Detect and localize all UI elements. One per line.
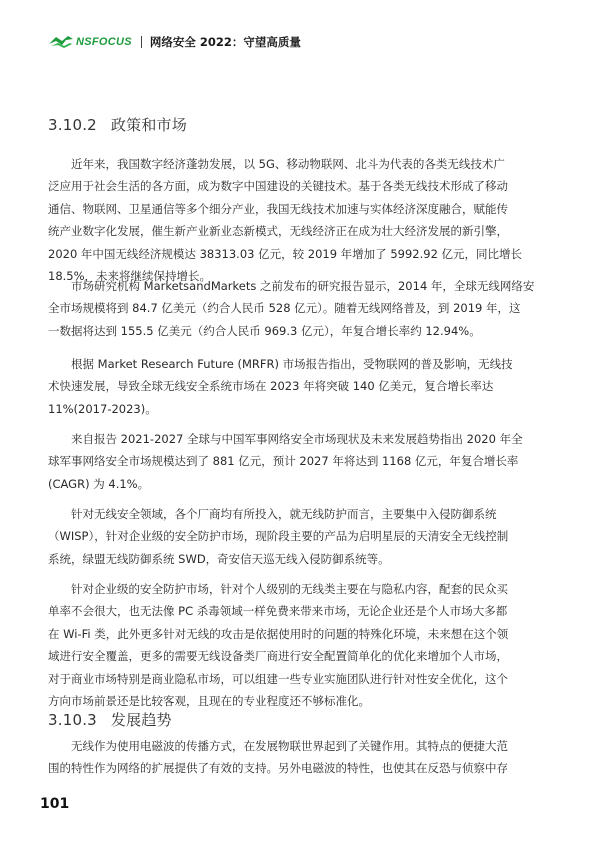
paragraph <box>48 353 558 420</box>
section-number: 3.10.2 <box>48 116 97 134</box>
text-line: 无线作为使用电磁波的传播方式，在发展物联世界起到了关键作用。其特点的便捷大范 <box>71 739 508 753</box>
paragraph <box>48 153 558 287</box>
text-line: 对于商业市场特别是商业隐私市场，可以组建一些专业实施团队进行针对性安全优化，这个 <box>48 671 508 686</box>
text-line: 通信、物联网、卫星通信等多个细分产业，我国无线技术加速与实体经济深度融合，赋能传 <box>48 201 508 216</box>
page-number: 101 <box>40 796 70 812</box>
section-title: 政策和市场 <box>110 116 187 134</box>
paragraph <box>48 275 558 342</box>
text-line: 在 Wi-Fi 类，此外更多针对无线的攻击是依据使用时的问题的特殊化环境，未来想在这个领 <box>48 626 509 641</box>
section-number: 3.10.3 <box>48 711 97 729</box>
text-line: 市场研究机构 MarketsandMarkets 之前发布的研究报告显示，2014 年，全球无线网络安 <box>71 279 535 293</box>
section-title: 发展趋势 <box>110 711 172 729</box>
logo-text: NSFOCUS <box>76 36 132 48</box>
text-line: 一数据将达到 155.5 亿美元（约合人民币 969.3 亿元），年复合增长率约 12.94%。 <box>48 323 481 338</box>
text-line: 近年来，我国数字经济蓬勃发展，以 5G、移动物联网、北斗为代表的各类无线技术广 <box>71 157 505 171</box>
nsfocus-logo-icon <box>48 35 74 49</box>
text-line: 18.5%，未来将继续保持增长。 <box>48 269 212 284</box>
text-line: 2020 年中国无线经济规模达 38313.03 亿元，较 2019 年增加了 5992.92 亿元，同比增长 <box>48 246 523 261</box>
text-line: 系统，绿盟无线防御系统 SWD，奇安信天巡无线入侵防御系统等。 <box>48 551 390 566</box>
header-divider <box>141 36 142 48</box>
text-line: 统产业数字化发展，催生新产业新业态新模式，无线经济正在成为壮大经济发展的新引擎， <box>48 224 508 239</box>
text-line: 术快速发展，导致全球无线安全系统市场在 2023 年将突破 140 亿美元，复合增长率达 <box>48 379 494 394</box>
paragraph <box>48 578 558 712</box>
text-line: 球军事网络安全市场规模达到了 881 亿元，预计 2027 年将达到 1168 亿元，年复合增长率 <box>48 454 519 469</box>
text-line: 围的特性作为网络的扩展提供了有效的支持。另外电磁波的特性，也使其在反恐与侦察中存 <box>48 761 508 776</box>
nsfocus-logo <box>48 35 132 49</box>
paragraph <box>48 503 558 570</box>
text-line: 方向市场前景还是比较客观，且现在的专业程度还不够标准化。 <box>48 694 370 709</box>
text-line: 针对企业级的安全防护市场，针对个人级别的无线类主要在与隐私内容，配套的民众买 <box>71 582 508 596</box>
text-line: 根据 Market Research Future (MRFR) 市场报告指出，受物联网的普及影响，无线技 <box>71 357 513 371</box>
section-heading-policy <box>48 115 187 135</box>
paragraph <box>48 428 558 495</box>
text-line: 域进行安全覆盖，更多的需要无线设备类厂商进行安全配置简单化的优化来增加个人市场， <box>48 649 508 664</box>
text-line: 11%(2017-2023)。 <box>48 401 157 416</box>
text-line: 全市场规模将到 84.7 亿美元（约合人民币 528 亿元）。随着无线网络普及，到 2019 年，这 <box>48 301 521 316</box>
text-line: 泛应用于社会生活的各方面，成为数字中国建设的关键技术。基于各类无线技术形成了移动 <box>48 179 508 194</box>
page-header <box>48 33 301 51</box>
text-line: (CAGR) 为 4.1%。 <box>48 476 150 491</box>
paragraph <box>48 735 558 780</box>
section-heading-trend <box>48 710 172 730</box>
text-line: 单率不会很大，也无法像 PC 杀毒领域一样免费来带来市场，无论企业还是个人市场大多都 <box>48 604 508 619</box>
text-line: （WISP），针对企业级的安全防护市场，现阶段主要的产品为启明星辰的天清安全无线控制 <box>48 529 509 544</box>
text-line: 来自报告 2021-2027 全球与中国军事网络安全市场现状及未来发展趋势指出 2020 年全 <box>71 432 523 446</box>
text-line: 针对无线安全领域，各个厂商均有所投入，就无线防护而言，主要集中入侵防御系统 <box>71 507 497 521</box>
header-title: 网络安全 2022：守望高质量 <box>149 35 301 49</box>
